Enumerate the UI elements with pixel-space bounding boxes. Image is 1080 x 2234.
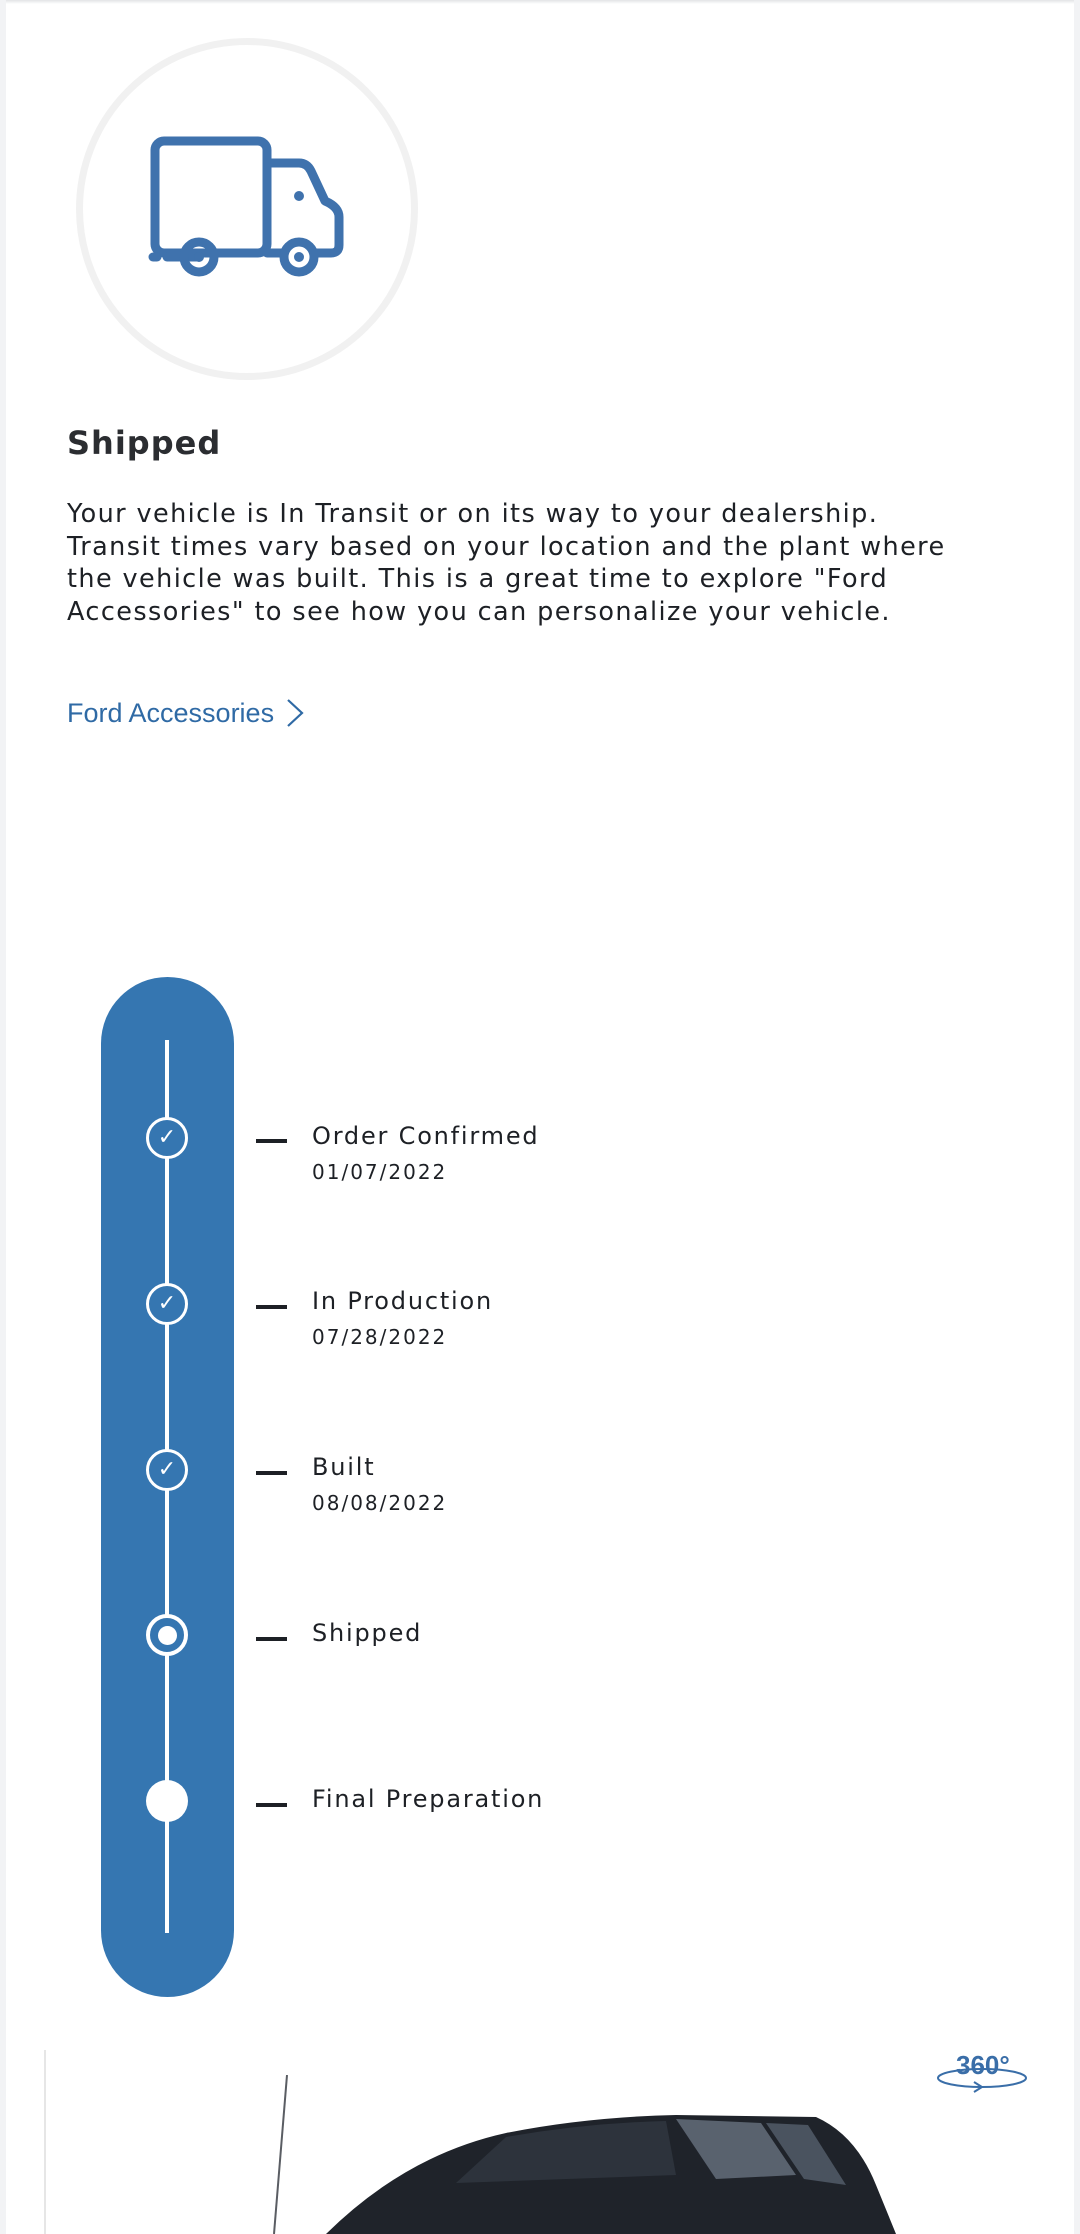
check-icon: ✓: [157, 1125, 177, 1150]
step-in-production-label: In Production: [312, 1287, 494, 1315]
step-dash: [256, 1637, 287, 1641]
step-built-node: [146, 1449, 188, 1491]
chevron-right-icon: [284, 696, 306, 730]
step-in-production-date: 07/28/2022: [312, 1325, 448, 1349]
status-description: Your vehicle is In Transit or on its way to your dealership. Transit times vary based on your location and the plant where the vehicle was built. This is a great time to explore "Ford Accessories" to see how you can personalize your vehicle.: [67, 499, 946, 627]
status-icon-circle: [76, 38, 418, 380]
step-dash: [256, 1305, 287, 1309]
ford-accessories-link[interactable]: [67, 696, 306, 730]
step-shipped-node: [146, 1614, 188, 1656]
status-title: Shipped: [67, 424, 222, 462]
current-step-dot: [158, 1626, 177, 1645]
vehicle-image: [256, 2075, 956, 2234]
step-in-production-node: [146, 1283, 188, 1325]
step-dash: [256, 1139, 287, 1143]
ford-accessories-link-label: Ford Accessories: [67, 697, 275, 728]
viewer-divider: [44, 2050, 46, 2234]
step-order-confirmed-date: 01/07/2022: [312, 1160, 448, 1184]
step-dash: [256, 1803, 287, 1807]
check-icon: ✓: [157, 1457, 177, 1482]
view-360-label: 360°: [956, 2050, 1010, 2080]
step-shipped-label: Shipped: [312, 1619, 423, 1647]
step-order-confirmed-node: [146, 1117, 188, 1159]
step-order-confirmed-label: Order Confirmed: [312, 1122, 540, 1150]
step-built-label: Built: [312, 1453, 376, 1481]
step-final-preparation-label: Final Preparation: [312, 1785, 545, 1813]
truck-icon: [147, 133, 347, 283]
check-icon: ✓: [157, 1291, 177, 1316]
step-built-date: 08/08/2022: [312, 1491, 448, 1515]
step-dash: [256, 1471, 287, 1475]
top-shadow: [6, 0, 1074, 4]
step-final-preparation-node: [146, 1780, 188, 1822]
